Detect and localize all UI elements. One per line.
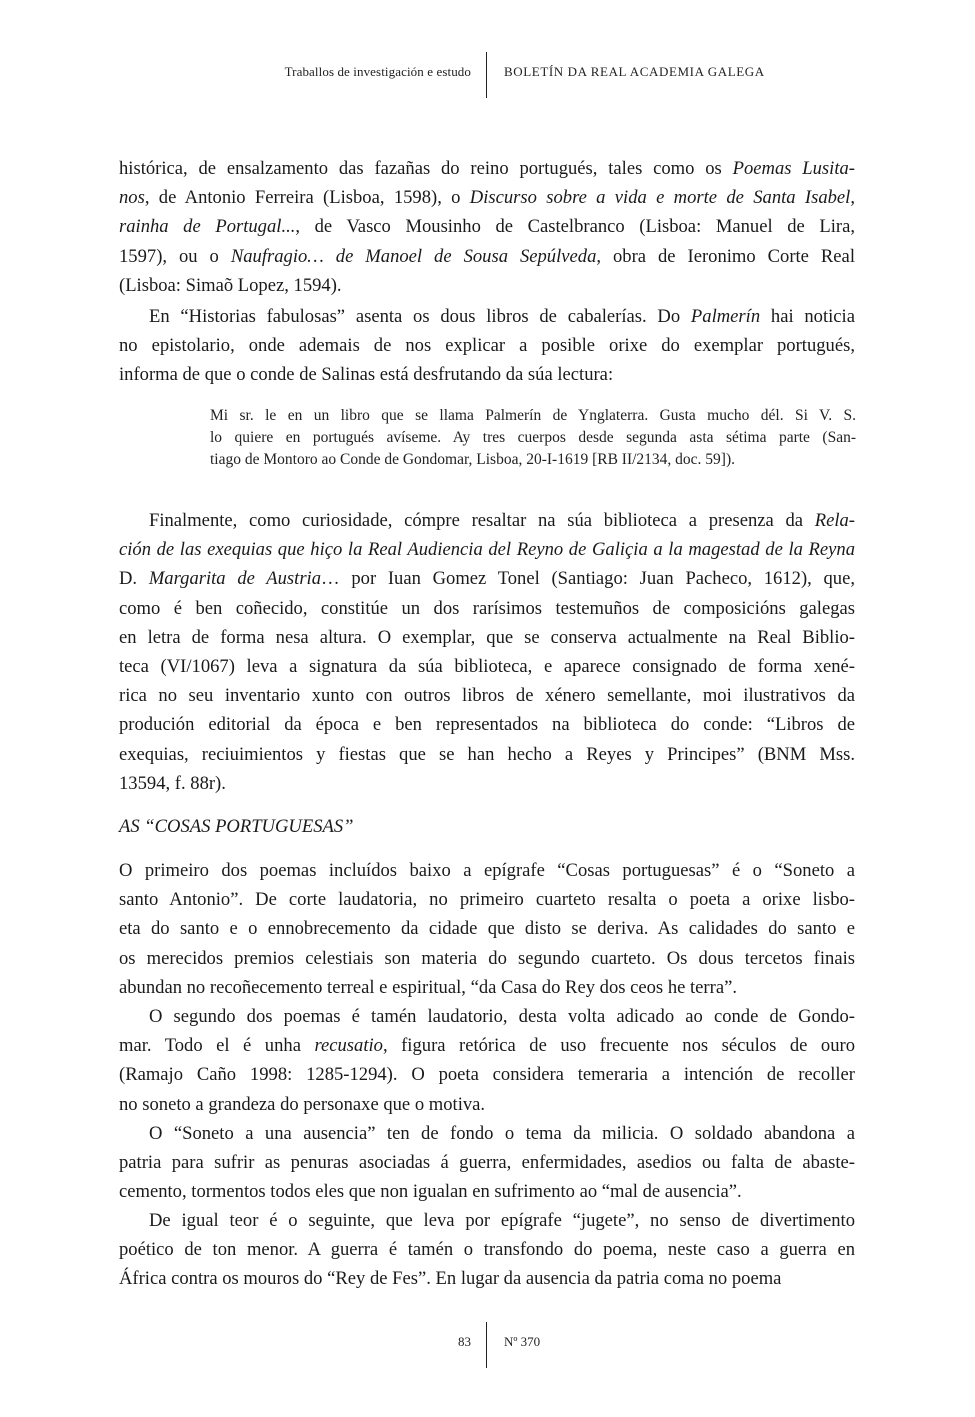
text-run: , figura retórica de uso frecuente nos séculos de ouro [382,1035,855,1057]
text-run: informa de que o conde de Salinas está desfrutando da súa lectura: [119,364,614,386]
text-line [119,973,855,1002]
text-line [119,681,855,710]
text-run: O primeiro dos poemas incluídos baixo a epígrafe “Cosas portuguesas” é o “Soneto a [119,860,855,881]
text-line [119,564,855,593]
text-line [119,1264,855,1293]
header-journal-title: BOLETÍN DA REAL ACADEMIA GALEGA [504,64,765,79]
text-run: , de Antonio Ferreira (Lisboa, 1598), o [144,187,470,209]
text-run: África contra os mouros do “Rey de Fes”. En lugar da ausencia da patria coma no poema [119,1268,782,1290]
text-run: histórica, de ensalzamento das fazañas do reino portugués, tales como os [119,158,733,179]
text-run: produción editorial da época e ben representados na biblioteca do conde: “Libros de [119,714,855,736]
text-run: abundan no recoñecemento terreal e espiritual, “da Casa do Rey dos ceos he terra”. [119,976,737,998]
italic-text: Margarita de Austria [148,568,322,590]
italic-text: Palmerín [690,306,761,327]
italic-text: rainha de Portugal... [119,216,296,238]
text-line [119,1002,855,1031]
text-run: eta do santo e o ennobrecemento da cidade que disto se deriva. As calidades do santo e [119,918,855,940]
quote-line: lo quiere en portugués avíseme. Ay tres cuerpos desde segunda asta sétima parte (San- [210,429,856,446]
text-line [119,710,855,739]
text-run: mar. Todo el é unha [119,1035,315,1057]
text-run: 1597), ou o [119,245,231,267]
text-line [119,623,855,652]
text-line [119,1177,855,1206]
text-run: no epistolario, onde ademais de nos explicar a posible orixe do exemplar portugués, [119,335,855,357]
italic-text: nos [119,187,145,209]
italic-text: Poemas Lusita- [732,158,855,179]
text-line [119,944,855,973]
italic-text: recusatio [314,1035,383,1057]
text-line [119,331,855,360]
text-line [119,183,855,212]
footer-divider [486,1322,487,1368]
text-run: hai noticia [760,306,855,327]
text-line [119,769,855,798]
text-line [119,1031,855,1060]
text-run: O “Soneto a una ausencia” ten de fondo o tema da milicia. O soldado abandona a [149,1123,855,1144]
text-run: (Lisboa: Simaõ Lopez, 1594). [119,274,342,296]
text-line [119,652,855,681]
text-line [119,271,855,300]
text-line [119,856,855,885]
issue-number: Nº 370 [504,1334,541,1349]
text-line [119,360,855,389]
text-run: Finalmente, como curiosidade, cómpre resaltar na súa biblioteca a presenza da [149,510,815,531]
text-run: cemento, tormentos todos eles que non igualan en sufrimento ao “mal de ausencia”. [119,1181,742,1203]
text-run: , [850,187,856,209]
section-heading: AS “COSAS PORTUGUESAS” [119,816,354,837]
text-run: no soneto a grandeza do personaxe que o motiva. [119,1093,486,1115]
text-run: 13594, f. 88r). [119,772,226,794]
quote-line: Mi sr. le en un libro que se llama Palmerín de Ynglaterra. Gusta mucho dél. Si V. S. [210,407,856,424]
text-line [119,914,855,943]
italic-text: Naufragio… de Manoel de Sousa Sepúlveda [230,245,597,267]
text-run: en letra de forma nesa altura. O exemplar, que se conserva actualmente na Real Biblio- [119,626,855,648]
text-run: poético de ton menor. A guerra é tamén o transfondo do poema, neste caso a guerra en [119,1239,855,1261]
text-run: , de Vasco Mousinho de Castelbranco (Lisboa: Manuel de Lira, [295,216,855,238]
text-line [119,740,855,769]
text-line [119,1119,855,1148]
text-run: , obra de Ieronimo Corte Real [596,245,855,267]
text-run: O segundo dos poemas é tamén laudatorio, desta volta adicado ao conde de Gondo- [149,1006,855,1027]
text-line [119,594,855,623]
text-line [119,1235,855,1264]
text-line [119,1148,855,1177]
page-number: 83 [458,1334,471,1349]
text-run: teca (VI/1067) leva a signatura da súa biblioteca, e aparece consignado de forma xené- [119,656,855,677]
header-section-title: Traballos de investigación e estudo [284,64,471,79]
text-line [119,1090,855,1119]
text-line [119,154,855,183]
text-run: rica no seu inventario xunto con outros libros de xénero semellante, moi ilustrativos da [119,685,855,707]
text-line [119,535,855,564]
text-run: D. [119,568,149,590]
text-line [119,1060,855,1089]
italic-text: Discurso sobre a vida e morte de Santa Isabel [469,187,851,209]
italic-text: Rela- [814,510,855,531]
text-line [119,242,855,271]
text-run: De igual teor é o seguinte, que leva por epígrafe “jugete”, no senso de divertimento [149,1210,855,1231]
text-line [119,506,855,535]
text-run: (Ramajo Caño 1998: 1285-1294). O poeta considera temeraria a intención de recoller [119,1064,855,1086]
text-line [119,1206,855,1235]
italic-text: ción de las exequias que hiço la Real Audiencia del Reyno de Galiçia a la magestad de la Reyna [119,539,855,561]
text-run: os merecidos premios celestiais son materia do segundo cuarteto. Os dous tercetos finais [119,947,855,969]
text-line [119,212,855,241]
text-run: santo Antonio”. De corte laudatoria, no primeiro cuarteto resalta o poeta a orixe lisbo- [119,889,855,911]
text-line [119,302,855,331]
text-run: como é ben coñecido, constitúe un dos rarísimos testemuños de composicións galegas [119,597,855,619]
text-run: patria para sufrir as penuras asociadas á guerra, enfermidades, asedios ou falta de abaste- [119,1152,855,1174]
text-run: En “Historias fabulosas” asenta os dous libros de cabalerías. Do [149,306,691,327]
quote-line: tiago de Montoro ao Conde de Gondomar, Lisboa, 20-I-1619 [RB II/2134, doc. 59]). [210,451,735,468]
text-run: … por Iuan Gomez Tonel (Santiago: Juan Pacheco, 1612), que, [321,568,856,590]
text-line [119,885,855,914]
text-run: exequias, reciuimientos y fiestas que se han hecho a Reyes y Principes” (BNM Mss. [119,743,855,765]
header-divider [486,52,487,98]
